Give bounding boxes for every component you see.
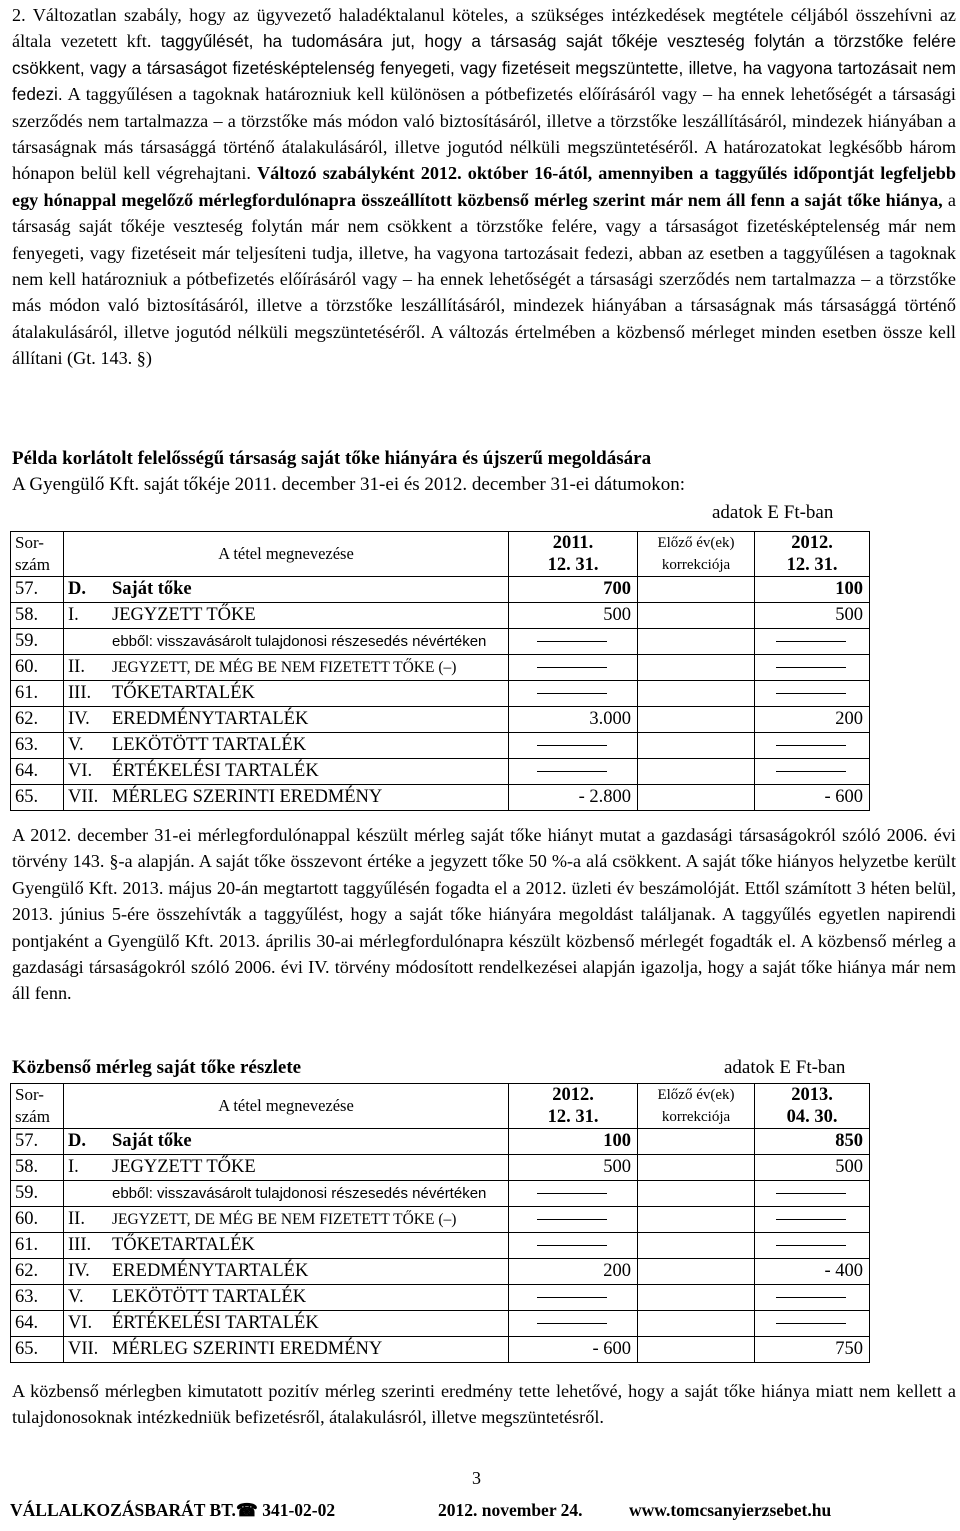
table-row <box>11 1207 870 1233</box>
row-value-period-2: 100 <box>755 577 870 603</box>
header-period-1: 2011. 12. 31. <box>509 532 638 577</box>
table1-unit: adatok E Ft-ban <box>712 502 834 523</box>
row-number: 61. <box>11 1233 64 1259</box>
table-row <box>11 577 870 603</box>
row-number: 65. <box>11 1337 64 1363</box>
empty-dash <box>776 1193 846 1194</box>
row-roman-numeral <box>64 629 109 655</box>
row-roman-numeral: VI. <box>64 1311 109 1337</box>
row-item-name: TŐKETARTALÉK <box>108 681 509 707</box>
row-value-period-2 <box>755 681 870 707</box>
table-row <box>11 681 870 707</box>
row-value-period-1 <box>509 1311 638 1337</box>
row-correction <box>638 1129 755 1155</box>
table-row <box>11 1337 870 1363</box>
table-header-row <box>11 1084 870 1129</box>
row-correction <box>638 1181 755 1207</box>
row-value-period-2 <box>755 1181 870 1207</box>
row-value-period-1: 500 <box>509 603 638 629</box>
row-value-period-1 <box>509 1207 638 1233</box>
row-correction <box>638 629 755 655</box>
table-row <box>11 785 870 811</box>
row-number: 59. <box>11 629 64 655</box>
header-sorszam: Sor- szám <box>11 1084 64 1129</box>
interim-balance-title: Közbenső mérleg saját tőke részlete <box>12 1057 302 1078</box>
header-sorszam: Sor- szám <box>11 532 64 577</box>
table-row <box>11 629 870 655</box>
footer-date: 2012. november 24. <box>438 1500 583 1520</box>
row-value-period-1: 100 <box>509 1129 638 1155</box>
analysis-paragraph: A 2012. december 31-ei mérlegfordulónappal készült mérleg saját tőke hiányt mutat a gazdasági társaságokról szóló 2006. évi törvény 143. §-a alapján. A saját tőke összevont értéke a jegyzett tőke 50 %-a alá csökkent. A saját tőke hiányos helyzetbe került Gyengülő Kft. 2013. május 20-án megtartott taggyűlésén fogadta el a 2012. üzleti év beszámolóját. Ettől számított 3 héten belül, 2013. június 5-ére összehívták a taggyűlést, hogy a saját tőke hiányára megoldást találjanak. A taggyűlés egyetlen napirendi pontjaként a Gyengülő Kft. 2013. április 30-ai mérlegfordulónapra készült közbenső mérlegét fogadták el. A közbenső mérleg a gazdasági társaságokról szóló 2006. évi IV. törvény módosított rendelkezései alapján igazolja, hogy a saját tőke hiánya már nem áll fenn. <box>12 825 956 1004</box>
row-correction <box>638 1233 755 1259</box>
row-item-name: JEGYZETT TŐKE <box>108 1155 509 1181</box>
row-item-name: MÉRLEG SZERINTI EREDMÉNY <box>108 785 509 811</box>
row-value-period-2: 500 <box>755 1155 870 1181</box>
table-row <box>11 1233 870 1259</box>
row-value-period-2 <box>755 1285 870 1311</box>
row-roman-numeral: VII. <box>64 1337 109 1363</box>
header-period-2: 2013. 04. 30. <box>755 1084 870 1129</box>
row-item-name: TŐKETARTALÉK <box>108 1233 509 1259</box>
intro-paragraph: 2. Változatlan szabály, hogy az ügyvezető haladéktalanul köteles, a szükséges intézkedések megtétele céljából összehívni az általa vezetett kft. taggyűlését, ha tudomására jut, hogy a társaság saját tőkéje veszteség folytán a törzstőke felére csökkent, vagy a társaságot fizetésképtelenség fenyegeti, vagy fizetéseit megszüntette, illetve, ha vagyona tartozásait nem fedezi. A taggyűlésen a tagoknak határozniuk kell különösen a pótbefizetés előírásáról vagy – ha ennek lehetőségét a társasági szerződés nem tartalmazza – a törzstőke más módon való biztosításáról, illetve a törzstőke leszállításáról, mindezek hiányában a társaságnak más társasággá történő átalakulásáról, illetve jogutód nélküli megszüntetéséről. A határozatokat legkésőbb három hónapon belül kell végrehajtani. Változó szabályként 2012. október 16-ától, amennyiben a taggyűlés időpontját legfeljebb egy hónappal megelőző mérlegfordulónapra összeállított közbenső mérleg szerint már nem áll fenn a saját tőke hiánya, a társaság saját tőkéje veszteség folytán már nem csökkent a törzstőke felére, vagy a társaságot fizetésképtelenség már nem fenyegeti, vagy fizetéseit már teljesíteni tudja, illetve, ha vagyona tartozásait fedezi, abban az esetben a taggyűlésen a tagoknak nem kell határozniuk a pótbefizetés előírásáról vagy – ha ennek lehetőségét a társasági szerződés nem tartalmazza – a törzstőke más módon való biztosításáról, illetve a törzstőke leszállításáról, mindezek hiányában a társaságnak más társasággá történő átalakulásáról, illetve jogutód nélküli megszüntetéséről. A változás értelmében a közbenső mérleget minden esetben össze kell állítani (Gt. 143. §) <box>12 5 957 369</box>
row-correction <box>638 1207 755 1233</box>
row-value-period-2: 750 <box>755 1337 870 1363</box>
table-row <box>11 759 870 785</box>
row-correction <box>638 1285 755 1311</box>
row-value-period-1 <box>509 1233 638 1259</box>
row-value-period-1 <box>509 1285 638 1311</box>
row-number: 63. <box>11 1285 64 1311</box>
row-value-period-1 <box>509 629 638 655</box>
row-number: 62. <box>11 1259 64 1285</box>
table-row <box>11 655 870 681</box>
empty-dash <box>776 1323 846 1324</box>
row-roman-numeral: II. <box>64 1207 109 1233</box>
row-value-period-1 <box>509 681 638 707</box>
empty-dash <box>776 1219 846 1220</box>
row-value-period-1 <box>509 759 638 785</box>
table-header-row <box>11 532 870 577</box>
row-roman-numeral: II. <box>64 655 109 681</box>
row-roman-numeral: V. <box>64 1285 109 1311</box>
empty-dash <box>537 641 607 642</box>
telephone-icon: ☎ <box>236 1500 258 1520</box>
table-row <box>11 603 870 629</box>
table-row <box>11 707 870 733</box>
closing-paragraph: A közbenső mérlegben kimutatott pozitív mérleg szerinti eredmény tette lehetővé, hogy a saját tőke hiánya miatt nem kellett a tulajdonosoknak intézkedniük befizetésről, átalakulásról, illetve megszüntetésről. <box>12 1381 956 1428</box>
interim-balance-table-2013 <box>10 1083 870 1363</box>
row-correction <box>638 681 755 707</box>
empty-dash <box>537 1323 607 1324</box>
row-value-period-1: 200 <box>509 1259 638 1285</box>
empty-dash <box>537 771 607 772</box>
empty-dash <box>537 1297 607 1298</box>
table-row <box>11 1259 870 1285</box>
row-value-period-2 <box>755 655 870 681</box>
row-value-period-2: 500 <box>755 603 870 629</box>
empty-dash <box>776 1245 846 1246</box>
row-number: 60. <box>11 655 64 681</box>
row-item-name: EREDMÉNYTARTALÉK <box>108 707 509 733</box>
header-correction: Előző év(ek) korrekciója <box>638 1084 755 1129</box>
header-period-2: 2012. 12. 31. <box>755 532 870 577</box>
row-item-name: JEGYZETT, DE MÉG BE NEM FIZETETT TŐKE (–) <box>108 655 509 681</box>
row-number: 58. <box>11 1155 64 1181</box>
row-correction <box>638 759 755 785</box>
row-correction <box>638 785 755 811</box>
table2-unit: adatok E Ft-ban <box>724 1057 846 1078</box>
row-correction <box>638 1311 755 1337</box>
table-row <box>11 1129 870 1155</box>
table-row <box>11 1311 870 1337</box>
example-title: Példa korlátolt felelősségű társaság saját tőke hiányára és újszerű megoldására <box>12 448 652 469</box>
row-roman-numeral: III. <box>64 681 109 707</box>
row-value-period-1: - 600 <box>509 1337 638 1363</box>
row-correction <box>638 1259 755 1285</box>
row-value-period-2: 200 <box>755 707 870 733</box>
header-item-name: A tétel megnevezése <box>64 532 509 577</box>
row-number: 59. <box>11 1181 64 1207</box>
table-row <box>11 733 870 759</box>
footer-phone: 341-02-02 <box>262 1500 336 1520</box>
row-item-name: ebből: visszavásárolt tulajdonosi részesedés névértéken <box>108 629 509 655</box>
table-row <box>11 1155 870 1181</box>
row-roman-numeral: I. <box>64 1155 109 1181</box>
row-number: 58. <box>11 603 64 629</box>
row-number: 57. <box>11 577 64 603</box>
empty-dash <box>776 1297 846 1298</box>
empty-dash <box>537 667 607 668</box>
empty-dash <box>776 641 846 642</box>
row-number: 64. <box>11 1311 64 1337</box>
empty-dash <box>537 1245 607 1246</box>
row-item-name: EREDMÉNYTARTALÉK <box>108 1259 509 1285</box>
row-item-name: Saját tőke <box>108 577 509 603</box>
row-value-period-2 <box>755 759 870 785</box>
row-value-period-2: 850 <box>755 1129 870 1155</box>
row-value-period-2: - 400 <box>755 1259 870 1285</box>
row-item-name: ÉRTÉKELÉSI TARTALÉK <box>108 759 509 785</box>
row-item-name: ÉRTÉKELÉSI TARTALÉK <box>108 1311 509 1337</box>
header-period-1: 2012. 12. 31. <box>509 1084 638 1129</box>
row-number: 61. <box>11 681 64 707</box>
row-value-period-2 <box>755 1311 870 1337</box>
row-roman-numeral: VI. <box>64 759 109 785</box>
row-correction <box>638 1155 755 1181</box>
example-subtitle: A Gyengülő Kft. saját tőkéje 2011. december 31-ei és 2012. december 31-ei dátumokon: <box>12 474 686 495</box>
row-roman-numeral: IV. <box>64 707 109 733</box>
row-item-name: Saját tőke <box>108 1129 509 1155</box>
row-roman-numeral: III. <box>64 1233 109 1259</box>
row-item-name: MÉRLEG SZERINTI EREDMÉNY <box>108 1337 509 1363</box>
row-correction <box>638 1337 755 1363</box>
header-item-name: A tétel megnevezése <box>64 1084 509 1129</box>
row-value-period-2 <box>755 733 870 759</box>
row-roman-numeral: D. <box>64 577 109 603</box>
row-value-period-1 <box>509 655 638 681</box>
empty-dash <box>537 693 607 694</box>
row-correction <box>638 733 755 759</box>
row-correction <box>638 655 755 681</box>
row-value-period-2 <box>755 1233 870 1259</box>
row-value-period-2: - 600 <box>755 785 870 811</box>
empty-dash <box>537 745 607 746</box>
row-item-name: JEGYZETT TŐKE <box>108 603 509 629</box>
footer-company: VÁLLALKOZÁSBARÁT BT. <box>10 1500 236 1520</box>
row-value-period-1 <box>509 1181 638 1207</box>
empty-dash <box>776 771 846 772</box>
row-number: 62. <box>11 707 64 733</box>
row-value-period-1: 500 <box>509 1155 638 1181</box>
row-roman-numeral: D. <box>64 1129 109 1155</box>
row-value-period-1 <box>509 733 638 759</box>
row-value-period-2 <box>755 1207 870 1233</box>
row-number: 57. <box>11 1129 64 1155</box>
row-value-period-1: 700 <box>509 577 638 603</box>
row-roman-numeral: V. <box>64 733 109 759</box>
row-value-period-1: 3.000 <box>509 707 638 733</box>
table-row <box>11 1285 870 1311</box>
page-number: 3 <box>472 1468 481 1488</box>
empty-dash <box>776 693 846 694</box>
empty-dash <box>776 745 846 746</box>
empty-dash <box>537 1193 607 1194</box>
header-correction: Előző év(ek) korrekciója <box>638 532 755 577</box>
row-value-period-1: - 2.800 <box>509 785 638 811</box>
row-value-period-2 <box>755 629 870 655</box>
row-item-name: JEGYZETT, DE MÉG BE NEM FIZETETT TŐKE (–) <box>108 1207 509 1233</box>
row-number: 65. <box>11 785 64 811</box>
row-roman-numeral <box>64 1181 109 1207</box>
row-correction <box>638 577 755 603</box>
footer-website[interactable]: www.tomcsanyierzsebet.hu <box>629 1500 832 1520</box>
row-item-name: LEKÖTÖTT TARTALÉK <box>108 733 509 759</box>
row-roman-numeral: IV. <box>64 1259 109 1285</box>
row-number: 64. <box>11 759 64 785</box>
empty-dash <box>776 667 846 668</box>
row-number: 63. <box>11 733 64 759</box>
row-item-name: LEKÖTÖTT TARTALÉK <box>108 1285 509 1311</box>
row-roman-numeral: I. <box>64 603 109 629</box>
row-correction <box>638 707 755 733</box>
row-roman-numeral: VII. <box>64 785 109 811</box>
table-row <box>11 1181 870 1207</box>
empty-dash <box>537 1219 607 1220</box>
footer-phone-block <box>236 1500 335 1521</box>
row-item-name: ebből: visszavásárolt tulajdonosi részesedés névértéken <box>108 1181 509 1207</box>
row-number: 60. <box>11 1207 64 1233</box>
row-correction <box>638 603 755 629</box>
balance-table-2012 <box>10 531 870 811</box>
